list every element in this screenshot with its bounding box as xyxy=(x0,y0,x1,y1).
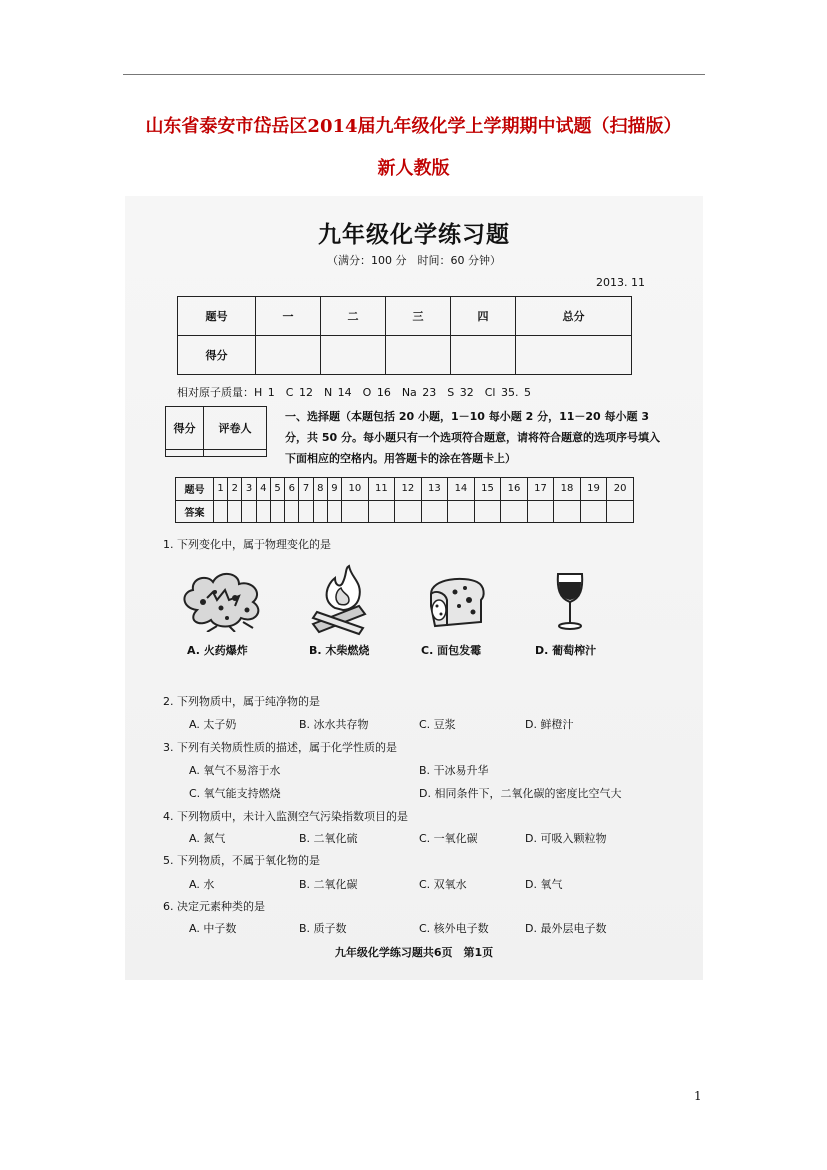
scanned-exam-page xyxy=(125,196,703,980)
answer-blank-cell[interactable] xyxy=(421,500,448,523)
score-blank[interactable] xyxy=(450,336,515,375)
answer-number-cell: 11 xyxy=(368,478,395,501)
answer-blank-cell[interactable] xyxy=(342,500,369,523)
q6-option-d[interactable]: D. 最外层电子数 xyxy=(525,922,607,935)
answer-label: 答案 xyxy=(176,500,214,523)
q5-option-a[interactable]: A. 水 xyxy=(189,878,215,891)
answer-number-cell: 2 xyxy=(228,478,242,501)
answer-number-cell: 18 xyxy=(554,478,581,501)
q3-option-a[interactable]: A. 氧气不易溶于水 xyxy=(189,764,281,777)
q5-option-d[interactable]: D. 氧气 xyxy=(525,878,563,891)
score-blank[interactable] xyxy=(385,336,450,375)
score-label: 得分 xyxy=(178,336,256,375)
q6-option-c[interactable]: C. 核外电子数 xyxy=(419,922,489,935)
q4-option-c[interactable]: C. 一氧化碳 xyxy=(419,832,478,845)
q1-option-b[interactable]: B. 木柴燃烧 xyxy=(309,644,370,657)
answer-header: 题号 xyxy=(176,478,214,501)
q6-option-b[interactable]: B. 质子数 xyxy=(299,922,347,935)
question-1: 1. 下列变化中，属于物理变化的是 xyxy=(163,538,331,551)
exam-title: 九年级化学练习题 xyxy=(318,222,510,248)
q6-option-a[interactable]: A. 中子数 xyxy=(189,922,237,935)
answer-number-cell: 4 xyxy=(256,478,270,501)
score-blank[interactable] xyxy=(256,336,321,375)
question-2: 2. 下列物质中，属于纯净物的是 xyxy=(163,695,320,708)
explosion-icon xyxy=(177,568,271,632)
q4-option-d[interactable]: D. 可吸入颗粒物 xyxy=(525,832,607,845)
score-cell: 二 xyxy=(320,297,385,336)
document-subtitle: 新人教版 xyxy=(377,158,450,179)
answer-number-cell: 8 xyxy=(313,478,327,501)
answer-blank-cell[interactable] xyxy=(527,500,554,523)
answer-number-cell: 9 xyxy=(327,478,341,501)
moldy-bread-icon xyxy=(425,572,487,630)
answer-number-cell: 20 xyxy=(607,478,634,501)
q3-option-b[interactable]: B. 干冰易升华 xyxy=(419,764,489,777)
grader-label: 评卷人 xyxy=(204,407,267,450)
score-cell: 一 xyxy=(256,297,321,336)
answer-number-cell: 3 xyxy=(242,478,256,501)
q1-option-c[interactable]: C. 面包发霉 xyxy=(421,644,482,657)
answer-number-cell: 5 xyxy=(270,478,284,501)
document-title: 山东省泰安市岱岳区2014届九年级化学上学期期中试题（扫描版） xyxy=(145,116,682,137)
score-cell: 三 xyxy=(385,297,450,336)
answer-blank-cell[interactable] xyxy=(327,500,341,523)
answer-number-cell: 16 xyxy=(501,478,528,501)
answer-number-cell: 17 xyxy=(527,478,554,501)
question-6: 6. 决定元素种类的是 xyxy=(163,900,265,913)
grader-blank[interactable] xyxy=(204,450,267,457)
q4-option-b[interactable]: B. 二氧化硫 xyxy=(299,832,358,845)
answer-number-cell: 1 xyxy=(214,478,228,501)
q2-option-a[interactable]: A. 太子奶 xyxy=(189,718,237,731)
answer-number-cell: 10 xyxy=(342,478,369,501)
header-rule xyxy=(123,74,705,75)
score-table-score-row xyxy=(178,336,632,375)
answer-blank-cell[interactable] xyxy=(270,500,284,523)
grader-table xyxy=(165,406,267,457)
exam-page-footer: 九年级化学练习题共6页 第1页 xyxy=(334,946,494,959)
answer-blank-cell[interactable] xyxy=(228,500,242,523)
wine-glass-icon xyxy=(553,570,587,632)
score-table-header-row xyxy=(178,297,632,336)
q5-option-c[interactable]: C. 双氧水 xyxy=(419,878,467,891)
page-number: 1 xyxy=(694,1089,702,1103)
q2-option-c[interactable]: C. 豆浆 xyxy=(419,718,456,731)
answer-blank-cell[interactable] xyxy=(448,500,475,523)
question-5: 5. 下列物质，不属于氧化物的是 xyxy=(163,854,320,867)
burning-wood-icon xyxy=(305,564,375,636)
answer-number-cell: 14 xyxy=(448,478,475,501)
exam-date: 2013. 11 xyxy=(596,276,645,289)
answer-blank-cell[interactable] xyxy=(395,500,422,523)
exam-info: （满分：100 分 时间：60 分钟） xyxy=(327,254,501,267)
answer-blank-cell[interactable] xyxy=(607,500,634,523)
score-cell: 四 xyxy=(450,297,515,336)
q1-option-d[interactable]: D. 葡萄榨汁 xyxy=(535,644,597,657)
question-4: 4. 下列物质中，未计入监测空气污染指数项目的是 xyxy=(163,810,408,823)
answer-number-row xyxy=(176,478,634,501)
q5-option-b[interactable]: B. 二氧化碳 xyxy=(299,878,358,891)
score-blank[interactable] xyxy=(320,336,385,375)
answer-blank-cell[interactable] xyxy=(285,500,299,523)
answer-blank-cell[interactable] xyxy=(256,500,270,523)
grader-score-label: 得分 xyxy=(166,407,204,450)
answer-blank-cell[interactable] xyxy=(501,500,528,523)
answer-number-cell: 13 xyxy=(421,478,448,501)
answer-number-cell: 7 xyxy=(299,478,313,501)
q4-option-a[interactable]: A. 氮气 xyxy=(189,832,226,845)
answer-blank-cell[interactable] xyxy=(580,500,607,523)
answer-blank-cell[interactable] xyxy=(214,500,228,523)
q2-option-d[interactable]: D. 鲜橙汁 xyxy=(525,718,574,731)
answer-blank-cell[interactable] xyxy=(474,500,501,523)
question-3: 3. 下列有关物质性质的描述，属于化学性质的是 xyxy=(163,741,397,754)
score-table xyxy=(177,296,632,375)
score-cell: 题号 xyxy=(178,297,256,336)
score-blank[interactable] xyxy=(515,336,631,375)
answer-blank-cell[interactable] xyxy=(242,500,256,523)
score-cell: 总分 xyxy=(515,297,631,336)
answer-number-cell: 15 xyxy=(474,478,501,501)
answer-blank-cell[interactable] xyxy=(313,500,327,523)
answer-blank-cell[interactable] xyxy=(368,500,395,523)
answer-blank-row xyxy=(176,500,634,523)
q1-option-a[interactable]: A. 火药爆炸 xyxy=(187,644,248,657)
answer-number-cell: 12 xyxy=(395,478,422,501)
answer-table xyxy=(175,477,634,523)
answer-number-cell: 6 xyxy=(285,478,299,501)
answer-blank-cell[interactable] xyxy=(299,500,313,523)
q3-option-d[interactable]: D. 相同条件下，二氧化碳的密度比空气大 xyxy=(419,787,622,800)
atomic-masses: 相对原子质量：H 1 C 12 N 14 O 16 Na 23 S 32 Cl 35. 5 xyxy=(177,386,531,399)
q2-option-b[interactable]: B. 冰水共存物 xyxy=(299,718,369,731)
answer-number-cell: 19 xyxy=(580,478,607,501)
q3-option-c[interactable]: C. 氧气能支持燃烧 xyxy=(189,787,281,800)
grader-blank[interactable] xyxy=(166,450,204,457)
section-instructions: 一、选择题（本题包括 20 小题，1－10 每小题 2 分，11－20 每小题 3 分，共 50 分。每小题只有一个选项符合题意，请将符合题意的选项序号填入下面相应的空格内。用答题卡的涂在答题卡上） xyxy=(285,410,660,465)
answer-blank-cell[interactable] xyxy=(554,500,581,523)
